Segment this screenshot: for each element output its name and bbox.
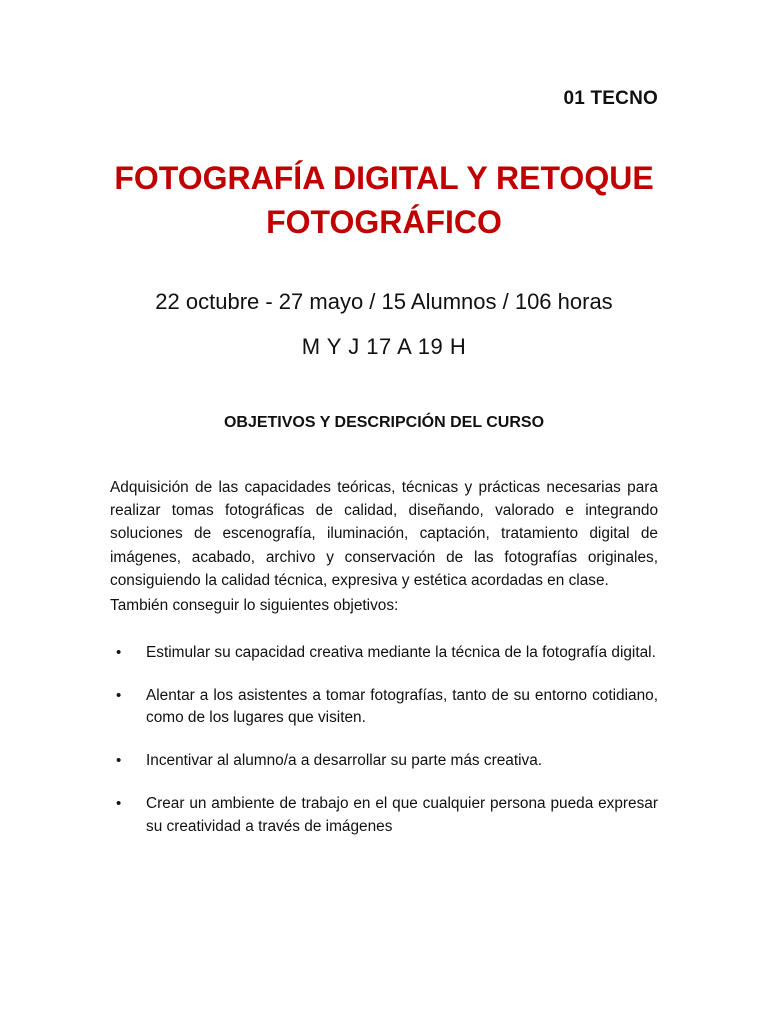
bullet-icon: • (116, 751, 122, 769)
course-schedule: M Y J 17 A 19 H (301, 334, 467, 359)
objective-text: Alentar a los asistentes a tomar fotografías, tanto de su entorno cotidiano, como de los lugares que visiten. (146, 686, 658, 726)
objective-item (110, 793, 658, 838)
course-dates-info: 22 octubre - 27 mayo / 15 Alumnos / 106 horas (155, 289, 613, 314)
bullet-icon: • (116, 644, 122, 661)
objective-item (110, 750, 658, 773)
objective-text: Crear un ambiente de trabajo en el que cualquier persona pueda expresar su creatividad a través de imágenes (146, 795, 658, 835)
course-title (60, 156, 708, 244)
course-description: Adquisición de las capacidades teóricas, técnicas y prácticas necesarias para realizar tomas fotográficas de calidad, diseñando, valorado e integrando soluciones de escenografía, iluminación, captación, tratamiento digital de imágenes, acabado, archivo y conservación de las fotografías originales, consiguiendo la calidad técnica, expresiva y estética acordadas en clase. (110, 479, 658, 589)
objectives-list (110, 642, 658, 838)
course-title-line-2: FOTOGRÁFICO (266, 204, 502, 240)
objective-text: Incentivar al alumno/a a desarrollar su parte más creativa. (146, 751, 543, 769)
course-code: 01 TECNO (563, 88, 658, 109)
objective-item (110, 642, 658, 665)
section-heading: OBJETIVOS Y DESCRIPCIÓN DEL CURSO (223, 414, 545, 431)
bullet-icon: • (116, 686, 122, 704)
course-title-line-1: FOTOGRAFÍA DIGITAL Y RETOQUE (114, 160, 654, 196)
objectives-lead: También conseguir lo siguientes objetivos: (110, 597, 399, 614)
objective-text: Estimular su capacidad creativa mediante la técnica de la fotografía digital. (146, 644, 656, 661)
objective-item (110, 685, 658, 730)
bullet-icon: • (116, 795, 122, 812)
